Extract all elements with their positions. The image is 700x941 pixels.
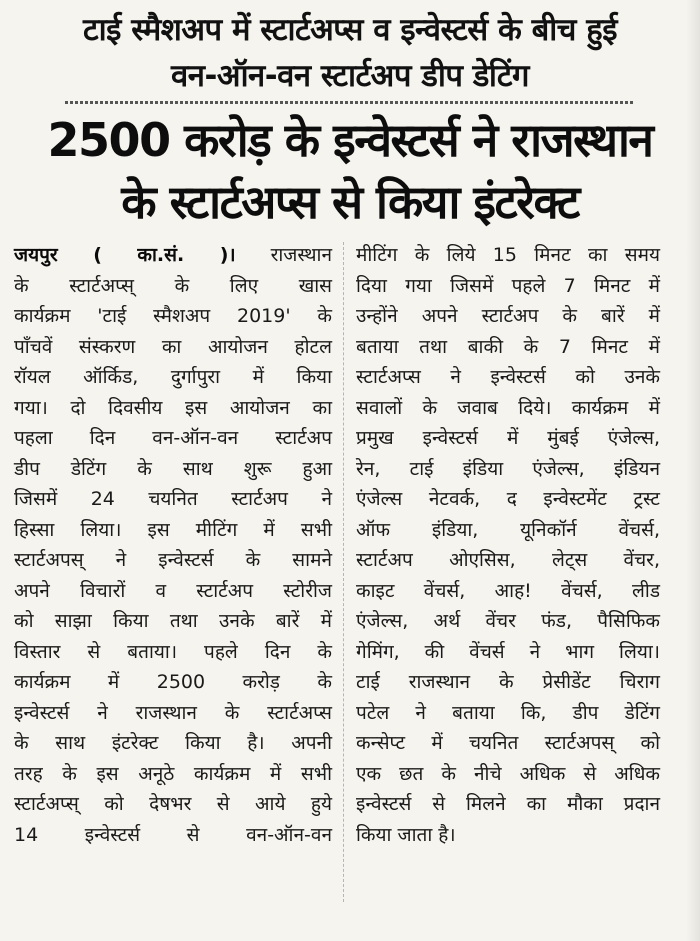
- article-line: दिया गया जिसमें पहले 7 मिनट में: [356, 274, 660, 297]
- article-line: 14 इन्वेस्टर्स से वन-ऑन-वन: [14, 823, 332, 846]
- article-line: सवालों के जवाब दिये। कार्यक्रम में: [356, 396, 660, 419]
- column-divider: [343, 242, 344, 902]
- article-column-right: [356, 240, 660, 850]
- article-line: कार्यक्रम 'टाई स्मैशअप 2019' के: [14, 305, 332, 327]
- article-line: स्टार्टअपस् ने इन्वेस्टर्स के सामने: [14, 549, 332, 571]
- article-line: गया। दो दिवसीय इस आयोजन का: [14, 396, 332, 419]
- article-line: अपने विचारों व स्टार्टअप स्टोरीज: [14, 579, 332, 602]
- article-line: एंजेल्स नेटवर्क, द इन्वेस्टमेंट ट्रस्ट: [356, 488, 660, 510]
- article-line: को साझा किया तथा उनके बारें में: [14, 610, 332, 632]
- headline-line-2: के स्टार्टअप्स से किया इंटरेक्ट: [121, 175, 579, 229]
- article-line: पहला दिन वन-ऑन-वन स्टार्टअप: [14, 427, 332, 449]
- dateline: जयपुर ( का.सं. )।: [14, 244, 236, 266]
- article-line: बताया तथा बाकी के 7 मिनट में: [356, 335, 660, 358]
- headline-line-1: 2500 करोड़ के इन्वेस्टर्स ने राजस्थान: [47, 113, 653, 167]
- kicker-line-2: वन-ऑन-वन स्टार्टअप डीप डेटिंग: [171, 58, 529, 94]
- article-line: स्टार्टअप्स् को देषभर से आये हुये: [14, 793, 332, 815]
- article-column-left: [14, 240, 332, 850]
- paper-edge-shadow: [686, 0, 700, 941]
- article-line-text: राजस्थान: [270, 244, 332, 266]
- article-line: जिसमें 24 चयनित स्टार्टअप ने: [14, 488, 332, 510]
- article-line: कन्सेप्ट में चयनित स्टार्टअपस् को: [356, 732, 660, 754]
- article-line: कार्यक्रम में 2500 करोड़ के: [14, 671, 332, 693]
- article-line: विस्तार से बताया। पहले दिन के: [14, 640, 332, 663]
- article-line: मीटिंग के लिये 15 मिनट का समय: [356, 244, 660, 266]
- dotted-divider: [65, 101, 633, 104]
- article-line: स्टार्टअप ओएसिस, लेट्स वेंचर,: [356, 549, 660, 571]
- article-line: तरह के इस अनूठे कार्यक्रम में सभी: [14, 762, 332, 785]
- article-line: के साथ इंटरेक्ट किया है। अपनी: [14, 732, 332, 754]
- article-line: किया जाता है।: [356, 823, 456, 846]
- article-line: ऑफ इंडिया, यूनिकॉर्न वेंचर्स,: [356, 518, 660, 541]
- article-line: के स्टार्टअप्स् के लिए खास: [14, 274, 332, 297]
- article-line: उन्होंने अपने स्टार्टअप के बारें में: [356, 305, 660, 327]
- article-line: हिस्सा लिया। इस मीटिंग में सभी: [14, 518, 332, 541]
- article-line: गेमिंग, की वेंचर्स ने भाग लिया।: [356, 640, 660, 663]
- kicker-line-1: टाई स्मैशअप में स्टार्टअप्स व इन्वेस्टर्स के बीच हुई: [83, 12, 617, 48]
- article-line: [14, 240, 332, 271]
- article-line: पाँचवें संस्करण का आयोजन होटल: [14, 335, 332, 358]
- article-line: डीप डेटिंग के साथ शुरू हुआ: [14, 457, 332, 480]
- article-line: एक छत के नीचे अधिक से अधिक: [356, 762, 660, 785]
- article-line: रॉयल ऑर्किड, दुर्गापुरा में किया: [14, 366, 332, 388]
- article-line: इन्वेस्टर्स ने राजस्थान के स्टार्टअप्स: [14, 701, 332, 724]
- article-line: एंजेल्स, अर्थ वेंचर फंड, पैसिफिक: [356, 610, 660, 632]
- article-line: रेन, टाई इंडिया एंजेल्स, इंडियन: [356, 457, 660, 480]
- article-line: स्टार्टअप्स ने इन्वेस्टर्स को उनके: [356, 366, 660, 388]
- article-line: टाई राजस्थान के प्रेसीडेंट चिराग: [356, 671, 660, 693]
- article-line: काइट वेंचर्स, आह! वेंचर्स, लीड: [356, 579, 660, 602]
- article-line: पटेल ने बताया कि, डीप डेटिंग: [356, 701, 660, 724]
- article-line: इन्वेस्टर्स से मिलने का मौका प्रदान: [356, 793, 660, 815]
- article-line: प्रमुख इन्वेस्टर्स में मुंबई एंजेल्स,: [356, 427, 660, 449]
